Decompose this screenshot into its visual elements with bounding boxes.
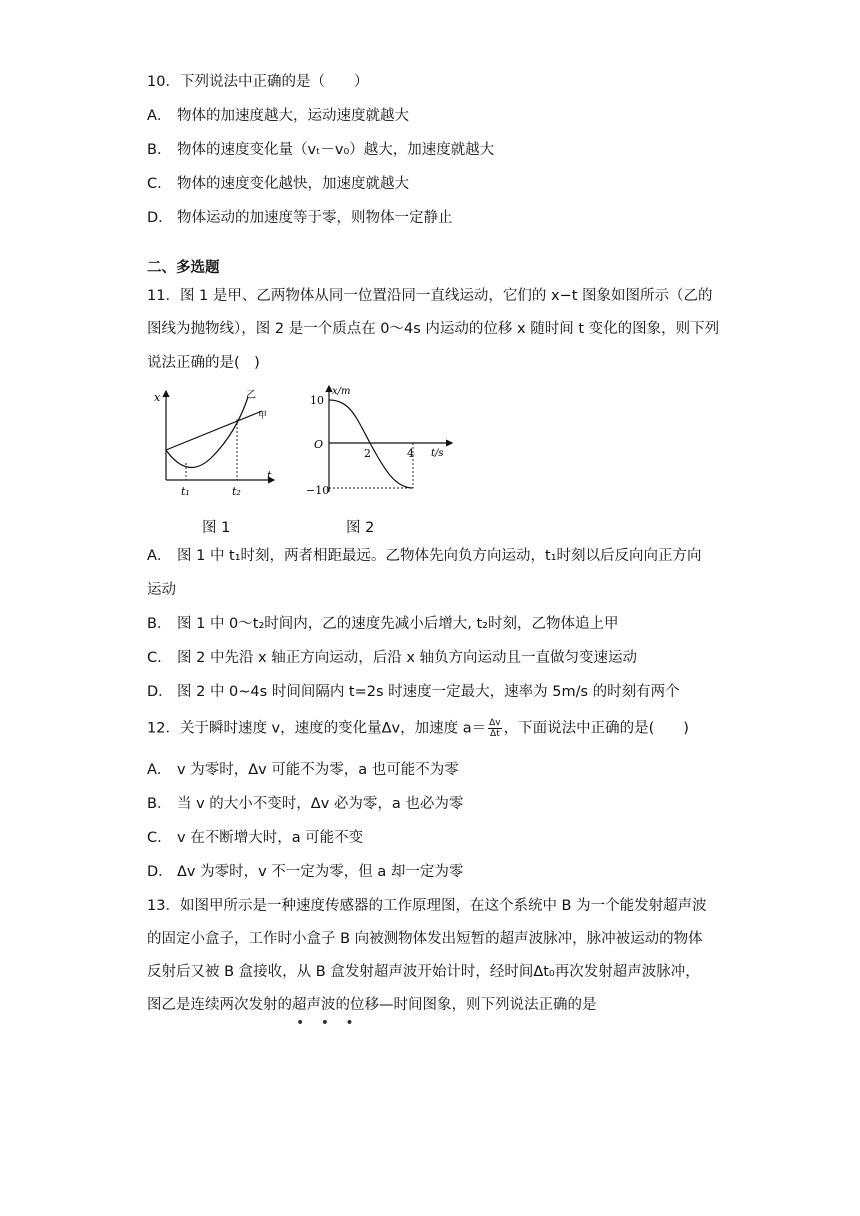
figure-1-caption: 图 1 bbox=[202, 520, 231, 536]
option-text: 物体的加速度越大，运动速度就越大 bbox=[177, 108, 409, 124]
option-text: 图 1 中 0～t₂时间内，乙的速度先减小后增大, t₂时刻，乙物体追上甲 bbox=[177, 616, 619, 632]
option-text: Δv 为零时，v 不一定为零，但 a 却一定为零 bbox=[177, 864, 464, 880]
fig1-tick-t1: t₁ bbox=[181, 485, 190, 498]
fig1-line-jia bbox=[166, 411, 262, 450]
q10-option-a bbox=[147, 106, 409, 126]
fig2-tick-4: 4 bbox=[407, 447, 414, 460]
option-text: v 在不断增大时，a 可能不变 bbox=[177, 830, 364, 846]
fig2-tick-neg10: −10 bbox=[306, 484, 330, 497]
q11-stem-line-2: 图线为抛物线），图 2 是一个质点在 0～4s 内运动的位移 x 随时间 t 变化的图象，则下列 bbox=[147, 321, 720, 337]
fraction-denominator: Δt bbox=[490, 729, 500, 739]
section-title: 二、多选题 bbox=[147, 260, 220, 276]
option-text: 当 v 的大小不变时，Δv 必为零，a 也必为零 bbox=[177, 796, 464, 812]
option-letter: A． bbox=[147, 548, 172, 564]
q12-stem-after: ，下面说法中正确的是( ) bbox=[503, 720, 689, 737]
option-text: 物体的速度变化量（vₜ－v₀）越大，加速度就越大 bbox=[177, 142, 495, 158]
option-letter: B． bbox=[147, 796, 172, 812]
option-letter: C． bbox=[147, 830, 172, 846]
q11-option-c bbox=[147, 648, 637, 668]
q12-option-a bbox=[147, 760, 459, 780]
option-letter: C． bbox=[147, 176, 172, 192]
fig2-curve bbox=[329, 400, 413, 488]
q12-stem-before: 12．关于瞬时速度 v，速度的变化量Δv，加速度 a＝ bbox=[147, 720, 487, 737]
q11-option-d bbox=[147, 682, 680, 702]
option-letter: C． bbox=[147, 650, 172, 666]
option-text: 图 2 中 0~4s 时间间隔内 t=2s 时速度一定最大，速率为 5m/s 的时刻有两个 bbox=[177, 684, 680, 700]
q10-option-b bbox=[147, 140, 494, 160]
fig1-tick-t2: t₂ bbox=[232, 485, 241, 498]
option-text: 物体运动的加速度等于零，则物体一定静止 bbox=[177, 210, 453, 226]
q11-option-b bbox=[147, 614, 619, 634]
option-letter: A． bbox=[147, 762, 172, 778]
q13-stem-line-1: 13．如图甲所示是一种速度传感器的工作原理图，在这个系统中 B 为一个能发射超声波 bbox=[147, 898, 707, 914]
q11-stem-line-3: 说法正确的是( ) bbox=[147, 355, 260, 371]
q11-stem-line-1: 11．图 1 是甲、乙两物体从同一位置沿同一直线运动，它们的 x−t 图象如图所示（乙的 bbox=[147, 288, 713, 304]
fig1-curve-yi bbox=[166, 397, 248, 467]
q10-stem: 10．下列说法中正确的是（ ） bbox=[147, 74, 369, 90]
figure-2-caption: 图 2 bbox=[346, 520, 375, 536]
q12-option-d bbox=[147, 862, 463, 882]
q12-option-b bbox=[147, 794, 463, 814]
option-letter: B． bbox=[147, 142, 172, 158]
emphasis-dots: • • • bbox=[296, 1015, 360, 1031]
option-letter: D． bbox=[147, 864, 173, 880]
acceleration-fraction bbox=[488, 718, 501, 739]
option-letter: A． bbox=[147, 108, 172, 124]
option-letter: B． bbox=[147, 616, 172, 632]
fraction-numerator: Δv bbox=[489, 718, 501, 728]
q13-stem-line-4: 图乙是连续两次发射的超声波的位移—时间图象，则下列说法正确的是 bbox=[147, 997, 597, 1013]
option-text: 图 1 中 t₁时刻，两者相距最远。乙物体先向负方向运动，t₁时刻以后反向向正方向 bbox=[177, 548, 702, 564]
fig1-label-yi: 乙 bbox=[246, 390, 256, 401]
q11-option-a-continued: 运动 bbox=[147, 582, 176, 598]
q10-option-c bbox=[147, 174, 409, 194]
option-text: 物体的速度变化越快，加速度就越大 bbox=[177, 176, 409, 192]
fig2-tick-10: 10 bbox=[310, 394, 324, 407]
option-text: 图 2 中先沿 x 轴正方向运动，后沿 x 轴负方向运动且一直做匀变速运动 bbox=[177, 650, 638, 666]
q13-stem-line-3: 反射后又被 B 盒接收，从 B 盒发射超声波开始计时，经时间Δt₀再次发射超声波脉冲， bbox=[147, 964, 700, 980]
q12-stem bbox=[147, 718, 689, 739]
figure-1 bbox=[150, 385, 280, 500]
option-letter: D． bbox=[147, 684, 173, 700]
option-text: v 为零时，Δv 可能不为零，a 也可能不为零 bbox=[177, 762, 459, 778]
q10-option-d bbox=[147, 208, 453, 228]
fig1-axis-x-label: t bbox=[267, 469, 272, 482]
q11-option-a bbox=[147, 546, 702, 566]
fig2-axis-x-label: t/s bbox=[431, 448, 444, 459]
fig2-axis-y-label: x/m bbox=[332, 386, 351, 397]
fig1-label-jia: 甲 bbox=[258, 411, 268, 421]
q12-option-c bbox=[147, 828, 363, 848]
fig2-tick-2: 2 bbox=[364, 447, 371, 460]
fig1-axis-y-label: x bbox=[154, 391, 161, 404]
fig2-origin: O bbox=[314, 438, 324, 451]
figure-2 bbox=[300, 382, 465, 500]
q13-stem-line-2: 的固定小盒子，工作时小盒子 B 向被测物体发出短暂的超声波脉冲，脉冲被运动的物体 bbox=[147, 931, 703, 947]
option-letter: D． bbox=[147, 210, 173, 226]
